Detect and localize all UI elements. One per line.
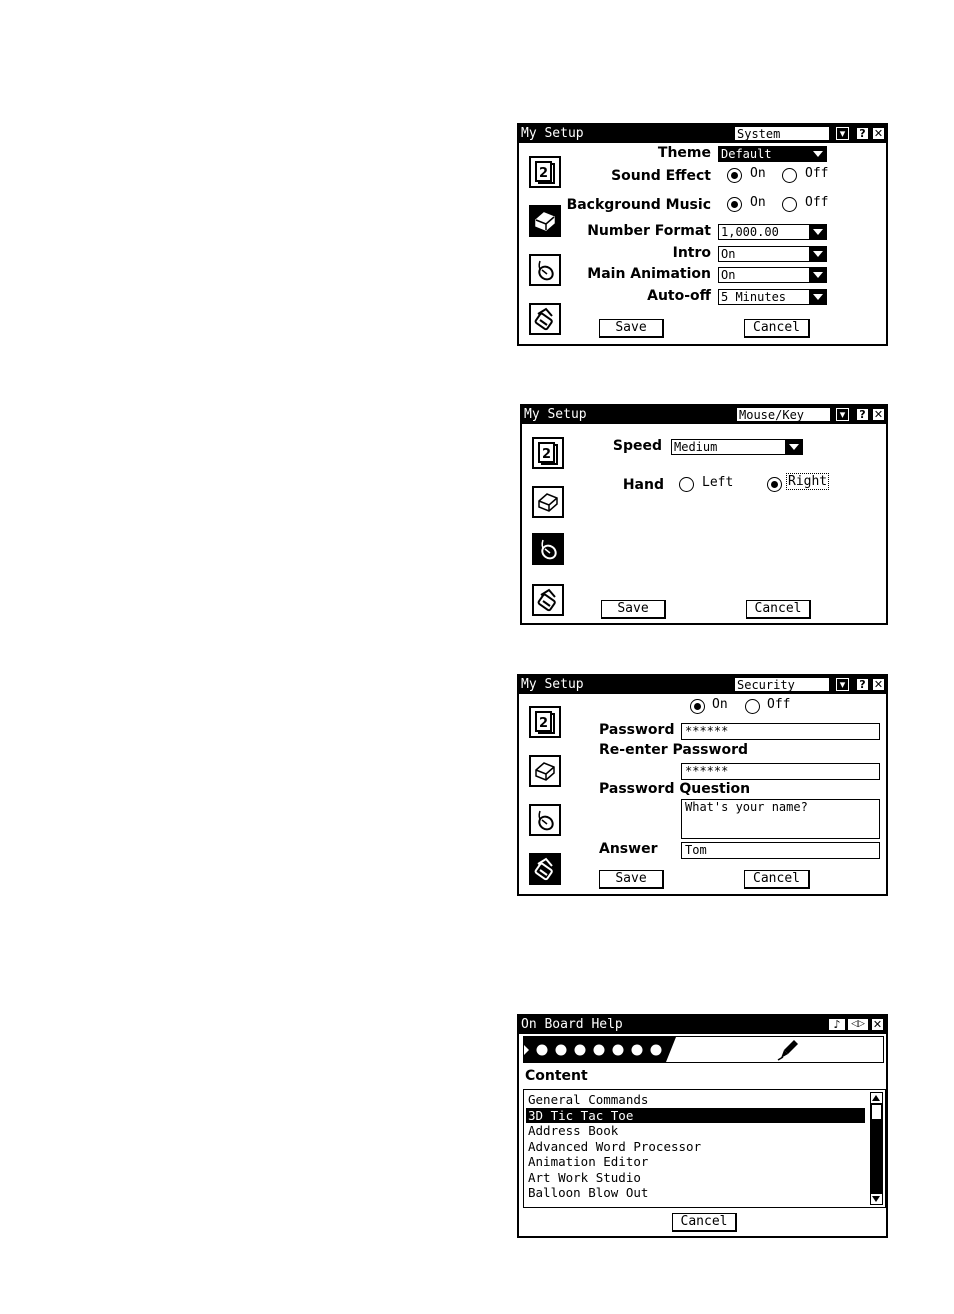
theme-label: Theme xyxy=(657,145,711,161)
list-item[interactable]: Advanced Word Processor xyxy=(528,1138,702,1154)
eraser-icon[interactable] xyxy=(532,486,564,518)
mouse-icon[interactable] xyxy=(529,804,561,836)
page-selector[interactable] xyxy=(734,677,830,692)
sound-on-label: On xyxy=(750,166,766,181)
speaker-icon[interactable]: ◁▷ xyxy=(847,1018,869,1031)
chevron-down-icon xyxy=(809,225,826,239)
cancel-button[interactable]: Cancel xyxy=(744,870,810,889)
scroll-down-icon[interactable] xyxy=(871,1194,882,1204)
eraser-icon[interactable] xyxy=(529,205,561,237)
theme-value: Default xyxy=(721,147,772,161)
security-on-radio[interactable] xyxy=(690,699,705,714)
hand-left-label: Left xyxy=(702,475,734,490)
mouse-icon[interactable] xyxy=(532,533,564,565)
save-button[interactable]: Save xyxy=(601,600,666,619)
page-dropdown-icon[interactable]: ▾ xyxy=(836,408,849,421)
list-item[interactable]: Animation Editor xyxy=(528,1154,649,1169)
chevron-down-icon xyxy=(809,147,826,161)
save-button[interactable]: Save xyxy=(599,319,664,338)
system-setup-window xyxy=(517,123,888,346)
page-2-icon[interactable] xyxy=(532,437,564,469)
speed-label: Speed xyxy=(612,438,662,454)
chevron-down-icon xyxy=(809,247,826,261)
scrollbar[interactable] xyxy=(870,1092,883,1205)
music-off-label: Off xyxy=(805,195,829,210)
speed-value: Medium xyxy=(674,440,718,454)
page-2-icon[interactable] xyxy=(529,156,561,188)
security-off-radio[interactable] xyxy=(745,699,760,714)
window-title: My Setup xyxy=(524,407,587,422)
eraser-icon[interactable] xyxy=(529,755,561,787)
page-selector-value: Mouse/Key xyxy=(739,408,805,422)
reenter-password-field[interactable] xyxy=(681,763,880,780)
on-board-help-window xyxy=(517,1014,888,1238)
title-bar xyxy=(519,125,886,143)
music-on-label: On xyxy=(750,195,766,210)
page-dropdown-icon[interactable]: ▾ xyxy=(836,127,849,140)
lock-icon[interactable] xyxy=(529,853,561,885)
number-format-value: 1,000.00 xyxy=(721,225,779,239)
intro-label: Intro xyxy=(672,245,711,261)
window-title: My Setup xyxy=(521,126,584,141)
lock-icon[interactable] xyxy=(529,303,561,335)
music-note-icon[interactable]: ♪ xyxy=(828,1018,846,1031)
mouse-icon[interactable] xyxy=(529,254,561,286)
answer-value: Tom xyxy=(685,843,707,857)
main-animation-value: On xyxy=(721,268,736,282)
close-icon[interactable]: ✕ xyxy=(873,678,884,691)
hand-left-radio[interactable] xyxy=(679,477,694,492)
auto-off-label: Auto-off xyxy=(647,288,711,304)
page-selector-value: Security xyxy=(737,678,795,692)
list-item[interactable]: Balloon Blow Out xyxy=(528,1185,649,1200)
cancel-button[interactable]: Cancel xyxy=(744,319,810,338)
main-animation-dropdown[interactable] xyxy=(718,267,827,283)
security-off-label: Off xyxy=(767,697,791,712)
list-item[interactable]: General Commands xyxy=(528,1092,649,1107)
help-icon[interactable]: ? xyxy=(856,408,869,421)
page-selector-value: System xyxy=(737,127,781,141)
password-value: ****** xyxy=(685,724,729,738)
security-setup-window xyxy=(517,674,888,896)
number-format-dropdown[interactable] xyxy=(718,224,827,240)
list-item[interactable]: Address Book xyxy=(528,1123,619,1138)
page-selector[interactable] xyxy=(734,126,830,141)
pen-icon xyxy=(776,1038,800,1062)
password-label: Password xyxy=(599,722,675,738)
hand-right-label: Right xyxy=(788,474,828,489)
cancel-button[interactable]: Cancel xyxy=(746,600,811,619)
sound-effect-label: Sound Effect xyxy=(611,168,711,184)
help-banner xyxy=(523,1036,884,1063)
reenter-password-label: Re-enter Password xyxy=(599,742,748,758)
list-item[interactable]: Art Work Studio xyxy=(528,1169,641,1185)
number-format-label: Number Format xyxy=(587,223,711,239)
password-question-value: What's your name? xyxy=(685,800,808,814)
sound-off-label: Off xyxy=(805,166,829,181)
help-icon[interactable]: ? xyxy=(856,678,869,691)
background-music-label: Background Music xyxy=(566,197,711,213)
chevron-down-icon xyxy=(809,290,826,304)
title-bar xyxy=(522,406,886,424)
cancel-button[interactable]: Cancel xyxy=(672,1213,737,1232)
content-label: Content xyxy=(525,1068,588,1084)
sound-on-radio[interactable] xyxy=(727,168,742,183)
theme-dropdown[interactable] xyxy=(718,146,827,162)
music-on-radio[interactable] xyxy=(727,197,742,212)
hand-right-radio[interactable] xyxy=(767,477,782,492)
svg-text:2: 2 xyxy=(539,716,549,731)
svg-text:2: 2 xyxy=(542,447,552,462)
page-dropdown-icon[interactable]: ▾ xyxy=(836,678,849,691)
scroll-thumb[interactable] xyxy=(872,1105,881,1119)
window-title: On Board Help xyxy=(521,1017,623,1032)
sound-off-radio[interactable] xyxy=(782,168,797,183)
close-icon[interactable]: ✕ xyxy=(872,1018,883,1031)
list-item-selected[interactable]: 3D Tic Tac Toe xyxy=(526,1108,865,1124)
password-field[interactable] xyxy=(681,723,880,740)
music-off-radio[interactable] xyxy=(782,197,797,212)
close-icon[interactable]: ✕ xyxy=(873,408,884,421)
page-selector[interactable] xyxy=(736,407,831,422)
dots-ribbon-icon xyxy=(524,1037,884,1063)
svg-text:2: 2 xyxy=(539,166,549,181)
password-question-label: Password Question xyxy=(599,781,751,797)
window-title: My Setup xyxy=(521,677,584,692)
answer-field[interactable] xyxy=(681,842,880,859)
title-bar xyxy=(519,1016,886,1034)
lock-icon[interactable] xyxy=(532,584,564,616)
title-bar xyxy=(519,676,886,694)
chevron-down-icon xyxy=(809,268,826,282)
auto-off-value: 5 Minutes xyxy=(721,290,787,304)
main-animation-label: Main Animation xyxy=(587,266,711,282)
mouse-key-setup-window xyxy=(520,404,888,625)
security-on-label: On xyxy=(712,697,728,712)
help-icon[interactable]: ? xyxy=(856,127,869,140)
intro-dropdown[interactable] xyxy=(718,246,827,262)
auto-off-dropdown[interactable] xyxy=(718,289,827,305)
password-question-field[interactable] xyxy=(681,799,880,839)
intro-value: On xyxy=(721,247,736,261)
scroll-up-icon[interactable] xyxy=(871,1093,882,1103)
help-topics-list[interactable] xyxy=(523,1089,886,1208)
save-button[interactable]: Save xyxy=(599,870,664,889)
reenter-password-value: ****** xyxy=(685,764,729,778)
close-icon[interactable]: ✕ xyxy=(873,127,884,140)
chevron-down-icon xyxy=(785,440,802,454)
page-2-icon[interactable] xyxy=(529,706,561,738)
answer-label: Answer xyxy=(599,841,658,857)
hand-label: Hand xyxy=(622,477,664,493)
speed-dropdown[interactable] xyxy=(671,439,803,455)
